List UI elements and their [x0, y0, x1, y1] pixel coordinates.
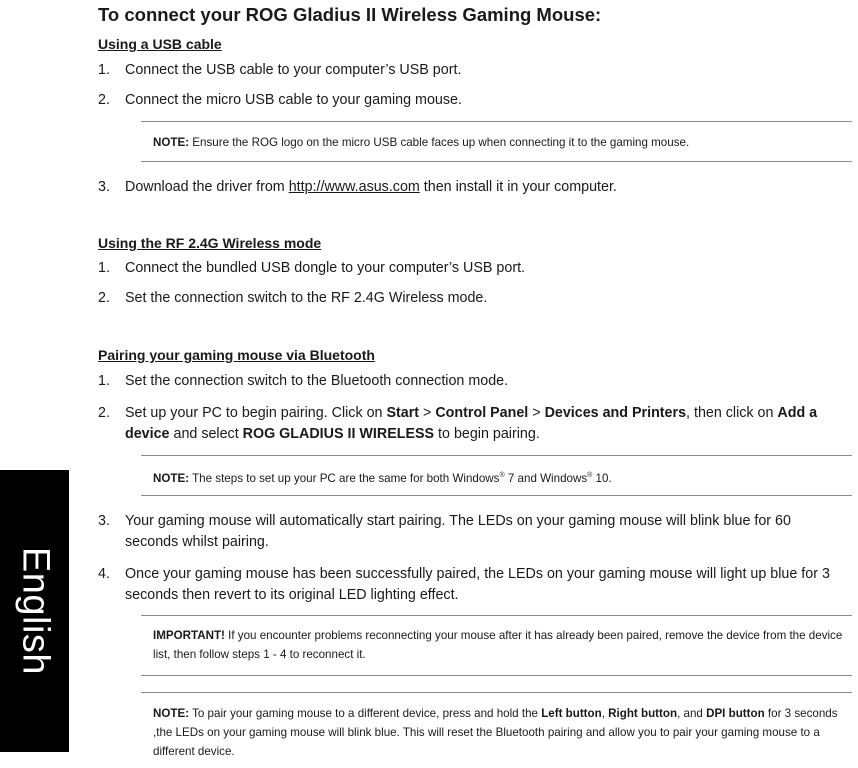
usb-section-heading: Using a USB cable	[98, 36, 222, 52]
page-title: To connect your ROG Gladius II Wireless Gaming Mouse:	[98, 4, 602, 25]
ui-term-device-name: ROG GLADIUS II WIRELESS	[242, 426, 435, 442]
important-top-divider	[141, 615, 852, 616]
step-number: 1.	[98, 62, 110, 78]
usb-step-1	[98, 60, 843, 81]
step-number: 4.	[98, 566, 110, 582]
step-text-part: then install it in your computer.	[419, 179, 617, 195]
step-text: Set the connection switch to the RF 2.4G Wireless mode.	[125, 290, 488, 306]
registered-mark: ®	[499, 472, 505, 479]
rf-section-heading: Using the RF 2.4G Wireless mode	[98, 235, 322, 251]
step-number: 3.	[98, 179, 110, 195]
bt-note-pairing	[153, 704, 851, 761]
step-text-part: , then click on	[686, 405, 778, 421]
step-text-part: and select	[169, 426, 243, 442]
rf-step-1	[98, 258, 843, 279]
usb-step-2	[98, 90, 843, 111]
note-text: To pair your gaming mouse to a different device, press and hold the	[189, 707, 542, 720]
registered-mark: ®	[587, 472, 593, 479]
note-text: 10.	[592, 471, 612, 485]
ui-term-dpi-button: DPI button	[706, 707, 765, 720]
bt-step-2	[98, 403, 843, 445]
note-text: ,	[601, 707, 609, 720]
note-text: Ensure the ROG logo on the micro USB cable faces up when connecting it to the gaming mouse.	[189, 136, 690, 149]
step-text: Your gaming mouse will automatically start pairing. The LEDs on your gaming mouse will blink blue for 60 seconds whilst pairing.	[125, 513, 791, 550]
step-text-part: to begin pairing.	[434, 426, 540, 442]
important-bottom-divider	[141, 675, 852, 676]
bt-important-note	[153, 626, 851, 664]
important-text: If you encounter problems reconnecting your mouse after it has already been paired, remove the device from the device list, then follow steps 1 - 4 to reconnect it.	[153, 629, 843, 661]
step-text-part: Download the driver from	[125, 179, 289, 195]
language-label: English	[14, 546, 56, 676]
ui-term-control-panel: Control Panel	[435, 405, 529, 421]
bt-note-windows	[153, 466, 851, 488]
important-label: IMPORTANT!	[153, 629, 225, 642]
step-number: 2.	[98, 92, 110, 108]
note-text: 7 and Windows	[504, 471, 588, 485]
step-text-part: >	[419, 405, 436, 421]
ui-term-devices-and-printers: Devices and Printers	[544, 405, 687, 421]
ui-term-start: Start	[386, 405, 420, 421]
bt-step-1	[98, 371, 843, 392]
step-number: 1.	[98, 373, 110, 389]
step-number: 3.	[98, 513, 110, 529]
step-text: Set the connection switch to the Bluetooth connection mode.	[125, 373, 509, 389]
step-number: 2.	[98, 290, 110, 306]
step-text: Connect the micro USB cable to your gaming mouse.	[125, 92, 462, 108]
step-text-part: Set up your PC to begin pairing. Click on	[125, 405, 387, 421]
note-text: The steps to set up your PC are the same for both Windows	[189, 471, 500, 485]
usb-step-3	[98, 177, 843, 198]
note-label: NOTE:	[153, 136, 190, 149]
rf-step-2	[98, 288, 843, 309]
step-text: Connect the bundled USB dongle to your computer’s USB port.	[125, 260, 526, 276]
step-text: Once your gaming mouse has been successfully paired, the LEDs on your gaming mouse will light up blue for 3 seconds then revert to its original LED lighting effect.	[125, 566, 830, 603]
step-number: 1.	[98, 260, 110, 276]
bt-section-heading: Pairing your gaming mouse via Bluetooth	[98, 347, 375, 363]
note-top-divider	[141, 121, 852, 122]
step-text	[125, 177, 843, 198]
note-text: for 3 seconds ,the LEDs on your gaming mouse will blink blue. This will reset the Bluetooth pairing and allow you to pair your gaming mouse to a different device.	[153, 707, 838, 758]
step-text: Connect the USB cable to your computer’s USB port.	[125, 62, 462, 78]
language-side-tab	[0, 470, 69, 752]
note-bottom-divider	[141, 161, 852, 162]
note-top-divider	[141, 455, 852, 456]
usb-note	[153, 133, 851, 152]
step-text-part: >	[528, 405, 545, 421]
note-bottom-divider	[141, 495, 852, 496]
ui-term-add-a-device: Add a device	[125, 405, 818, 442]
asus-website-link[interactable]: http://www.asus.com	[288, 179, 420, 195]
step-text	[125, 403, 843, 445]
ui-term-right-button: Right button	[608, 707, 678, 720]
bt-step-3	[98, 511, 843, 553]
step-number: 2.	[98, 405, 110, 421]
note-text: , and	[677, 707, 707, 720]
note-label: NOTE:	[153, 471, 190, 485]
note-top-divider	[141, 692, 852, 693]
ui-term-left-button: Left button	[541, 707, 602, 720]
note-label: NOTE:	[153, 707, 190, 720]
bt-step-4	[98, 564, 843, 606]
